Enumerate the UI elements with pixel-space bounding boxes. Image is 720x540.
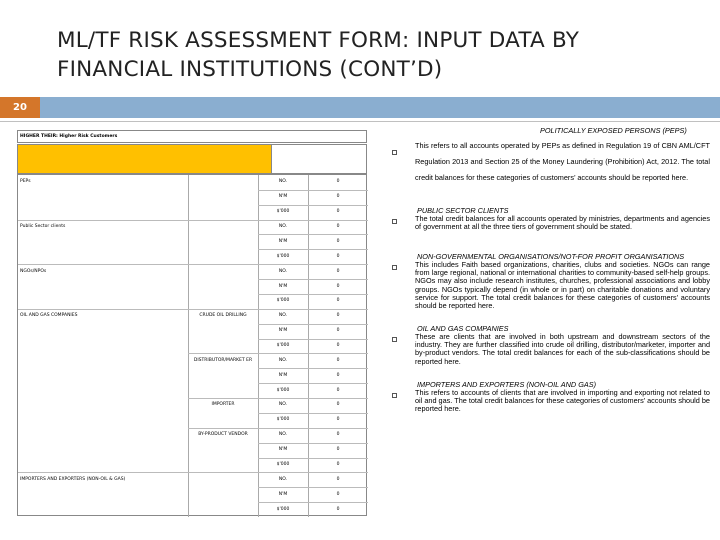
row-unit: NO. bbox=[278, 268, 288, 274]
row-unit: $'000 bbox=[276, 417, 290, 423]
row-group-label: Public Sector clients bbox=[20, 224, 66, 230]
section-body: This refers to accounts of clients that are involved in importing and exporting not related to oil and gas. The total credit balances for these categories of customers’ accounts should be reported here. bbox=[415, 388, 710, 414]
row-divider bbox=[258, 234, 368, 235]
slide-title bbox=[57, 26, 677, 84]
row-divider bbox=[258, 413, 368, 414]
section-body: This refers to all accounts operated by PEPs as defined in Regulation 19 of CBN AML/CFT Regulation 2013 and Section 25 of the Money Laundering (Prohibition) Act, 2012. The total credit balances for these categories of customers’ accounts should be reported here. bbox=[415, 141, 710, 182]
bullet-icon bbox=[392, 393, 397, 398]
row-sub-label: DISTRIBUTOR/MARKET ER bbox=[193, 357, 253, 363]
row-divider bbox=[258, 383, 368, 384]
input-form-table bbox=[17, 130, 367, 516]
row-divider bbox=[258, 294, 368, 295]
row-unit: NO. bbox=[278, 432, 288, 438]
row-divider bbox=[258, 443, 368, 444]
section-heading: IMPORTERS AND EXPORTERS (NON-OIL AND GAS) bbox=[417, 380, 597, 389]
row-unit: N'M bbox=[278, 194, 288, 200]
header-bar bbox=[0, 97, 720, 118]
row-unit: N'M bbox=[278, 283, 288, 289]
row-unit: NO. bbox=[278, 476, 288, 482]
row-sub-label: IMPORTER bbox=[211, 402, 235, 408]
row-value: 0 bbox=[336, 461, 340, 467]
row-unit: NO. bbox=[278, 357, 288, 363]
row-divider bbox=[258, 249, 368, 250]
row-unit: NO. bbox=[278, 224, 288, 230]
row-divider bbox=[188, 398, 368, 399]
section-heading: NON-GOVERNMENTAL ORGANISATIONS/NOT-FOR PROFIT ORGANISATIONS bbox=[417, 252, 685, 261]
highlight-block bbox=[17, 144, 272, 174]
row-divider bbox=[188, 353, 368, 354]
row-divider bbox=[258, 502, 368, 503]
title-line-1: ML/TF RISK ASSESSMENT FORM: INPUT DATA BY bbox=[57, 28, 580, 53]
page-number: 20 bbox=[0, 97, 40, 118]
row-unit: NO. bbox=[278, 402, 288, 408]
row-unit: $'000 bbox=[276, 506, 290, 512]
row-divider bbox=[18, 472, 368, 473]
row-value: 0 bbox=[336, 343, 340, 348]
row-value: 0 bbox=[336, 506, 340, 512]
row-value: 0 bbox=[336, 283, 340, 289]
row-unit: N'M bbox=[278, 238, 288, 244]
definition-section bbox=[380, 380, 710, 414]
row-unit: NO. bbox=[278, 313, 288, 319]
row-unit: $'000 bbox=[276, 387, 290, 393]
row-unit: N'M bbox=[278, 491, 288, 497]
row-divider bbox=[258, 339, 368, 340]
row-unit: N'M bbox=[278, 447, 288, 453]
row-unit: $'000 bbox=[276, 253, 290, 259]
row-value: 0 bbox=[336, 298, 340, 304]
row-value: 0 bbox=[336, 209, 340, 215]
row-divider bbox=[18, 264, 368, 265]
row-group-label: NGOs/NPOs bbox=[20, 268, 47, 274]
row-divider bbox=[258, 324, 368, 325]
row-unit: $'000 bbox=[276, 209, 290, 215]
row-value: 0 bbox=[336, 387, 340, 393]
row-value: 0 bbox=[336, 268, 340, 274]
section-body: These are clients that are involved in both upstream and downstream sectors of the industry. They are further classified into crude oil drilling, distributor/marketer, importer and by-product vendors. The total credit balances for each of the sub-classifications should be reported here. bbox=[415, 332, 710, 366]
row-value: 0 bbox=[336, 328, 340, 334]
row-unit: $'000 bbox=[276, 298, 290, 304]
row-group-label: OIL AND GAS COMPANIES bbox=[20, 313, 78, 319]
row-value: 0 bbox=[336, 224, 340, 230]
row-divider bbox=[258, 458, 368, 459]
section-heading: POLITICALLY EXPOSED PERSONS (PEPS) bbox=[540, 126, 687, 135]
bullet-icon bbox=[392, 219, 397, 224]
divider-line bbox=[0, 121, 720, 122]
row-sub-label: CRUDE OIL DRILLING bbox=[199, 313, 247, 319]
row-value: 0 bbox=[336, 432, 340, 438]
definition-section bbox=[380, 324, 710, 366]
form-grid bbox=[17, 174, 367, 516]
section-heading: PUBLIC SECTOR CLIENTS bbox=[417, 206, 509, 215]
row-value: 0 bbox=[336, 194, 340, 200]
row-unit: $'000 bbox=[276, 461, 290, 467]
definition-section bbox=[380, 206, 710, 231]
row-value: 0 bbox=[336, 491, 340, 497]
col-divider-sub bbox=[188, 175, 189, 517]
row-divider bbox=[18, 220, 368, 221]
row-unit: NO. bbox=[278, 179, 288, 185]
section-body: The total credit balances for all accounts operated by ministries, departments and agencies of government at all the three tiers of government should be stated. bbox=[415, 214, 710, 232]
row-divider bbox=[258, 368, 368, 369]
row-group-label: IMPORTERS AND EXPORTERS (NON-OIL & GAS) bbox=[20, 476, 126, 482]
section-heading: OIL AND GAS COMPANIES bbox=[417, 324, 509, 333]
row-value: 0 bbox=[336, 447, 340, 453]
form-header: HIGHER THEIR: Higher Risk Customers bbox=[17, 130, 367, 143]
row-divider bbox=[18, 309, 368, 310]
row-divider bbox=[258, 487, 368, 488]
section-body: This includes Faith based organizations, charities, clubs and societies. NGOs can range from large regional, national or international charities to community-based self-help groups. NGOs may also include research institutes, churches, professional associations and lobby groups. NGOs typically depend (in whole or in part) on charitable donations and voluntary service for support. The total credit balances for these categories of customers’ accounts should be reported here. bbox=[415, 260, 710, 311]
bullet-icon bbox=[392, 265, 397, 270]
row-value: 0 bbox=[336, 372, 340, 378]
row-group-label: PEPs bbox=[20, 179, 31, 185]
row-divider bbox=[258, 279, 368, 280]
row-value: 0 bbox=[336, 402, 340, 408]
definition-section bbox=[380, 126, 710, 186]
bullet-icon bbox=[392, 150, 397, 155]
title-line-2: FINANCIAL INSTITUTIONS (CONT’D) bbox=[57, 57, 443, 82]
row-unit: N'M bbox=[278, 372, 288, 378]
row-divider bbox=[258, 190, 368, 191]
row-value: 0 bbox=[336, 417, 340, 423]
row-value: 0 bbox=[336, 179, 340, 185]
row-value: 0 bbox=[336, 253, 340, 259]
row-value: 0 bbox=[336, 238, 340, 244]
row-value: 0 bbox=[336, 476, 340, 482]
row-divider bbox=[188, 428, 368, 429]
row-sub-label: BY-PRODUCT VENDOR bbox=[198, 432, 248, 438]
definition-section bbox=[380, 252, 710, 310]
row-unit: N'M bbox=[278, 328, 288, 334]
row-divider bbox=[258, 205, 368, 206]
bullet-icon bbox=[392, 337, 397, 342]
row-unit: $'000 bbox=[276, 343, 290, 348]
row-value: 0 bbox=[336, 313, 340, 319]
row-value: 0 bbox=[336, 357, 340, 363]
